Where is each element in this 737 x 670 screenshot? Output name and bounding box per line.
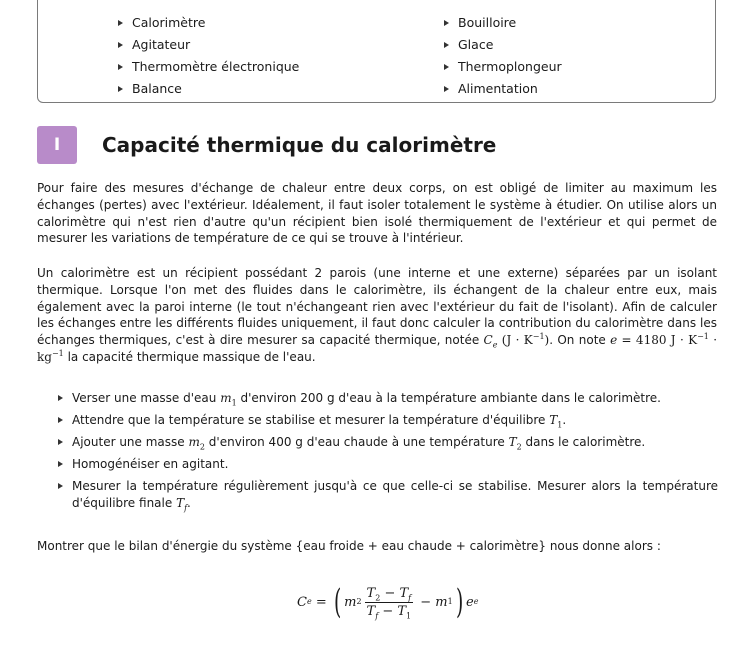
list-item: Homogénéiser en agitant.: [58, 456, 718, 473]
list-item: Bouilloire: [444, 15, 562, 37]
list-item: Thermoplongeur: [444, 59, 562, 81]
fraction: $\frac{T_2 - T_f}{T_f - T_1}$: [366, 585, 412, 621]
symbol-c-lower: e: [610, 333, 618, 348]
equation-intro: Montrer que le bilan d'énergie du système {eau froide + eau chaude + calorimètre} nous donne alors :: [37, 539, 661, 553]
list-item: Mesurer la température régulièrement jusqu'à ce que celle-ci se stabilise. Mesurer alors la température d'équilibre finale $T_f$.: [58, 478, 718, 512]
symbol-c: C: [483, 333, 493, 348]
heat-capacity-formula: C e = ( m 2 $\frac{T_2 - T_f}{T_f - T_1}$ − m 1 ) e e: [297, 582, 479, 622]
list-item: Alimentation: [444, 81, 562, 103]
section-title: Capacité thermique du calorimètre: [102, 133, 497, 157]
calorimeter-paragraph: Un calorimètre est un récipient possédant 2 parois (une interne et une externe) séparées par un isolant thermique. Lorsque l'on met des fluides dans le calorimètre, ils échangent de la chaleur entre eux, mais également avec la paroi interne (le tout n'échangeant rien avec l'extérieur du fait de l'isolant). Afin de calculer les échanges entre les différents fluides uniquement, il faut donc calculer la contribution du calorimètre dans les échanges thermiques, c'est à dire mesurer sa capacité thermique, notée $C_e$ $(J \cdot K^{-1})$. On note e = 4180 $J \cdot K^{-1} \cdot kg^{-1}$ la capacité thermique massique de l'eau.: [37, 266, 718, 364]
section-number-badge: I: [37, 126, 77, 164]
list-item: Agitateur: [118, 37, 299, 59]
intro-paragraph: Pour faire des mesures d'échange de chaleur entre deux corps, on est obligé de limiter au maximum les échanges (pertes) avec l'extérieur. Idéalement, il faut isoler totalement le système à étudier. On utilise alors un calorimètre qui n'est rien d'autre qu'un récipient bien isolé thermiquement de l'extérieur et qui permet de mesurer les variations de température de ce qui se trouve à l'intérieur.: [37, 181, 717, 246]
list-item: Balance: [118, 81, 299, 103]
list-item: Attendre que la température se stabilise et mesurer la température d'équilibre $T_1$.: [58, 412, 718, 429]
materials-list-right: [444, 15, 562, 103]
list-item: Calorimètre: [118, 15, 299, 37]
procedure-list: [58, 390, 718, 517]
list-item: Ajouter une masse $m_2$ d'environ 400 g d'eau chaude à une température $T_2$ dans le calorimètre.: [58, 434, 718, 451]
list-item: Verser une masse d'eau $m_1$ d'environ 200 g d'eau à la température ambiante dans le calorimètre.: [58, 390, 718, 407]
materials-box: [37, 0, 716, 103]
list-item: Glace: [444, 37, 562, 59]
materials-list-left: [118, 15, 299, 103]
list-item: Thermomètre électronique: [118, 59, 299, 81]
